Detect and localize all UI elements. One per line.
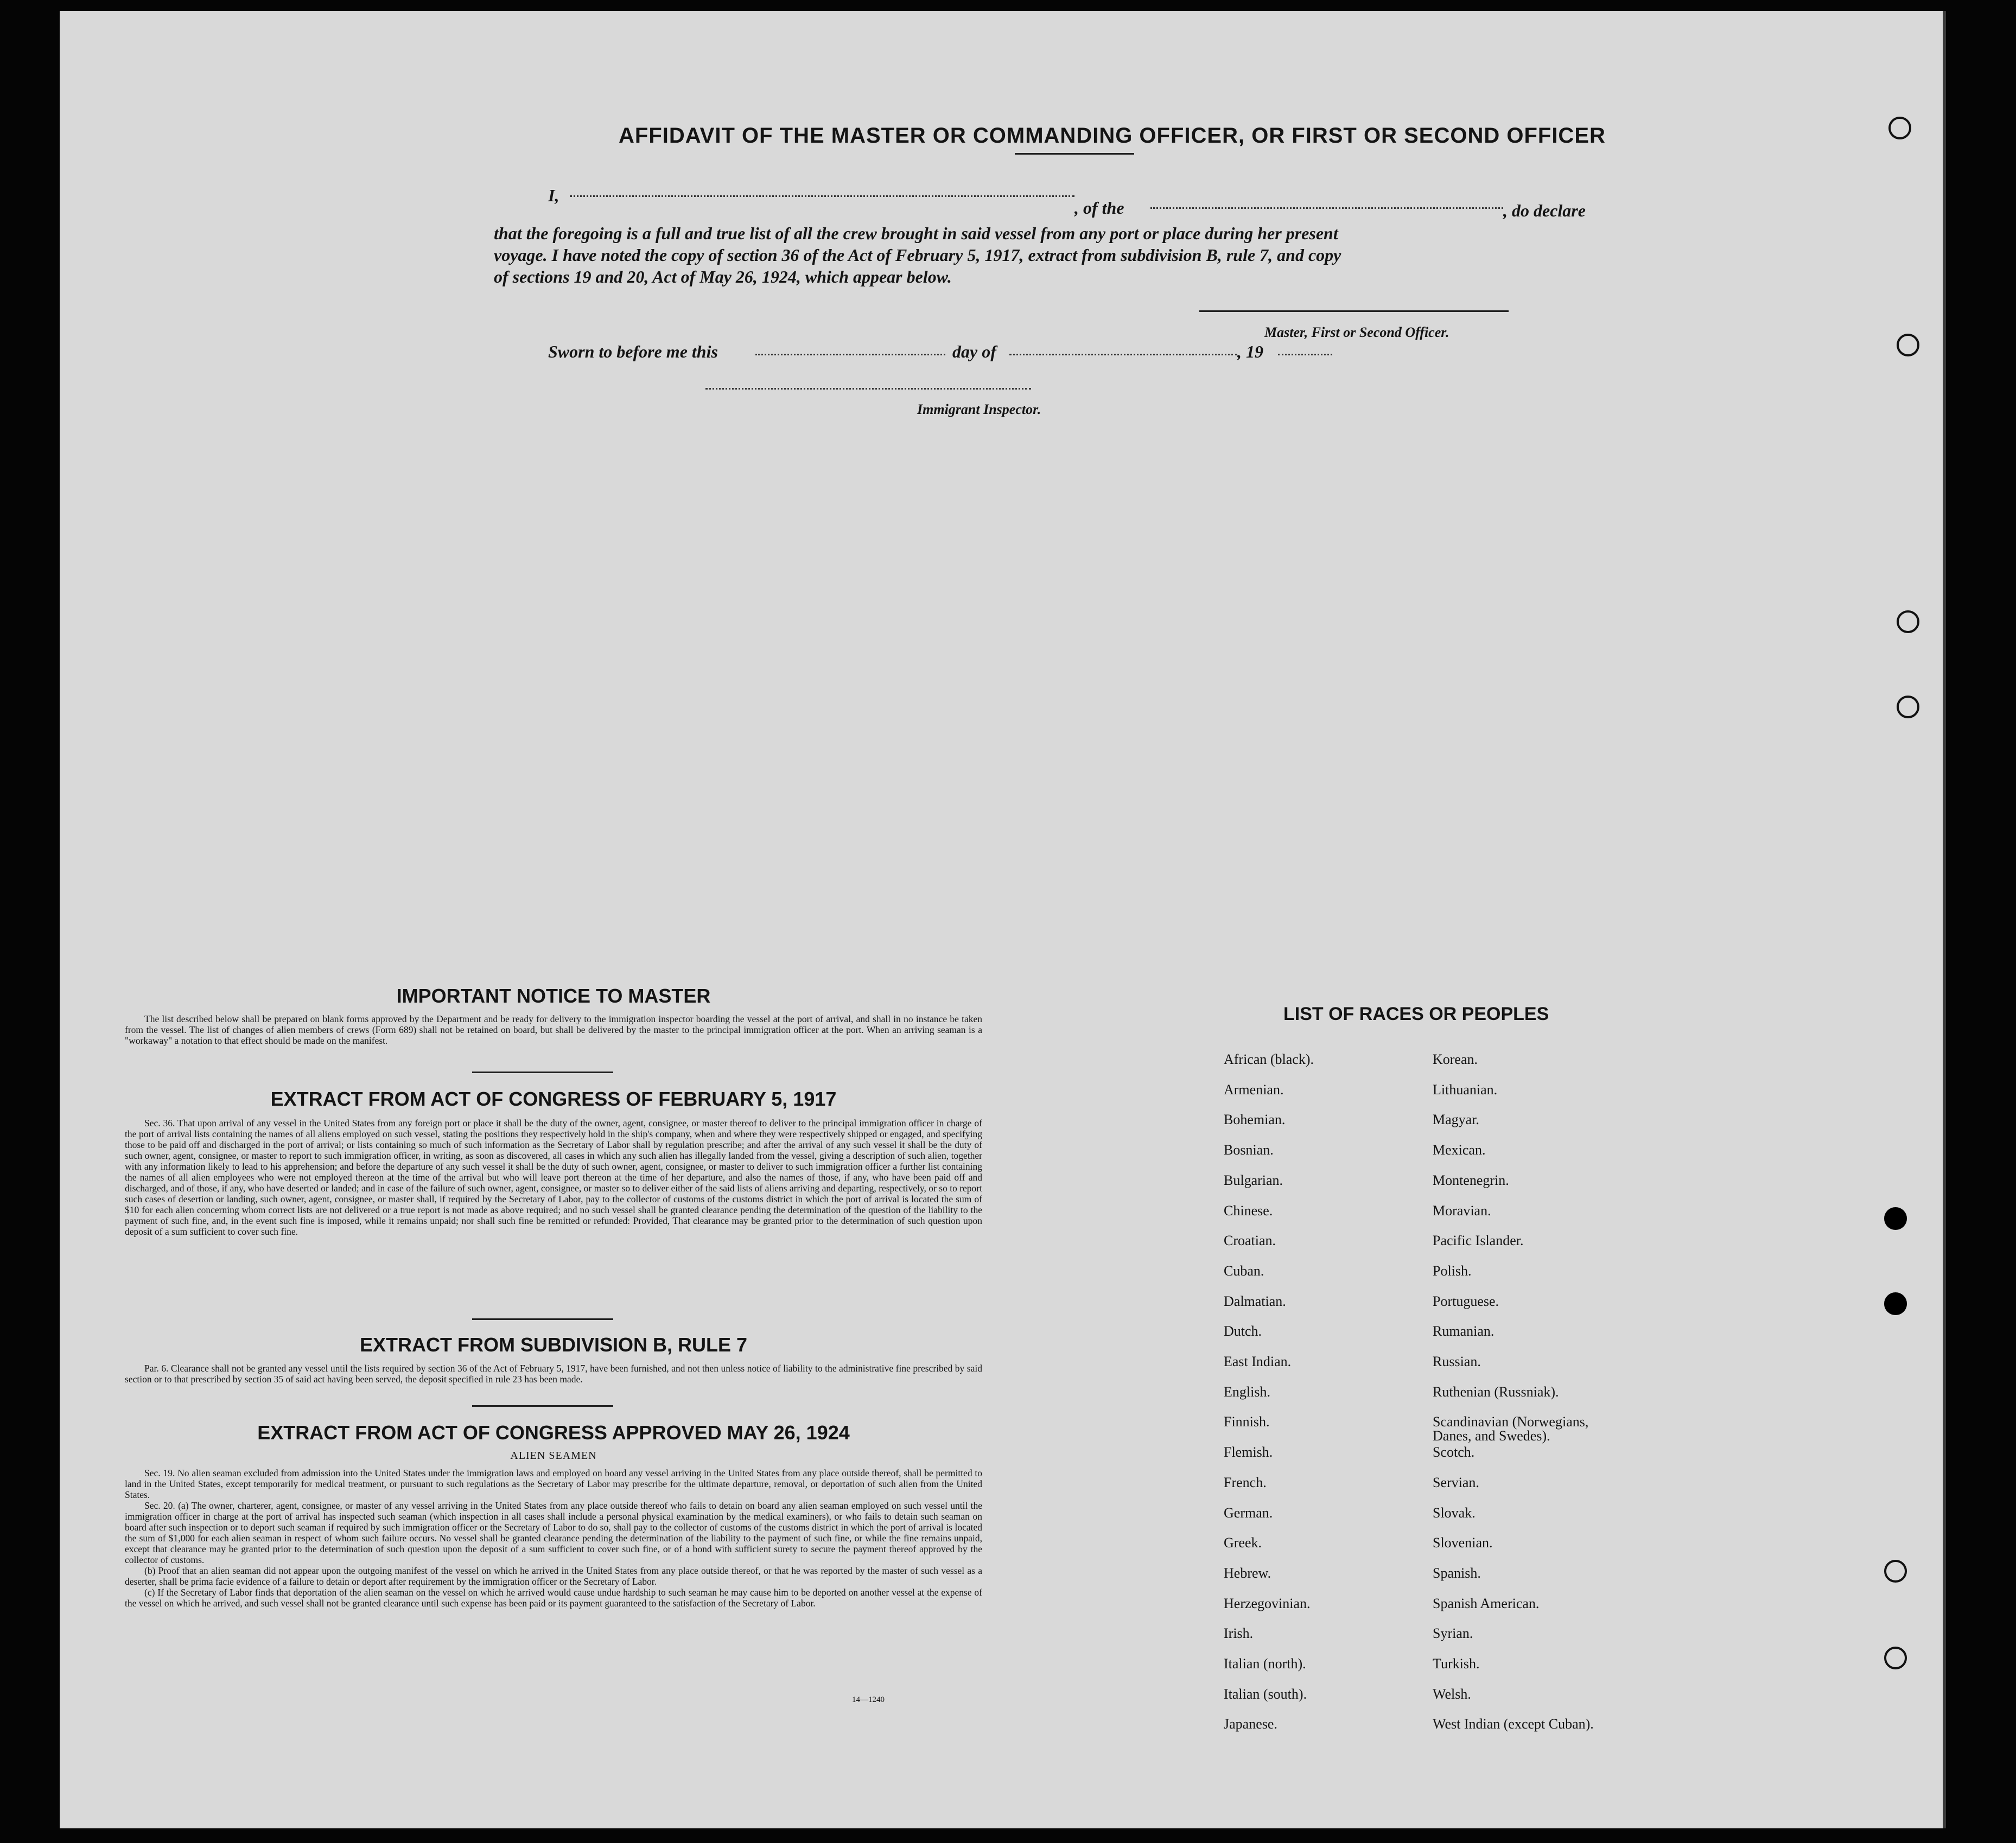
race-item: Finnish. <box>1224 1414 1270 1430</box>
race-item: Bulgarian. <box>1224 1172 1283 1188</box>
race-item: Spanish American. <box>1433 1596 1540 1611</box>
sworn-year-blank-line <box>1278 354 1332 355</box>
race-item: Dutch. <box>1224 1323 1262 1339</box>
sec-20c-paragraph: (c) If the Secretary of Labor finds that deportation of the alien seaman on the vessel on which he arrived would cause undue hardship to such seaman he may cause him to be deported on another vessel at the expense of the vessel on which he arrived, and such vessel shall not be granted clearance until such expense has been paid or its payment guaranteed to the satisfaction of the Secretary of Labor. <box>125 1587 982 1609</box>
punch-hole <box>1897 610 1919 633</box>
race-item: Pacific Islander. <box>1433 1233 1524 1248</box>
race-item: Japanese. <box>1224 1716 1277 1732</box>
race-item: Greek. <box>1224 1535 1262 1551</box>
race-item: Scotch. <box>1433 1444 1475 1460</box>
affidavit-i-label: I, <box>548 186 559 205</box>
race-item: Dalmatian. <box>1224 1293 1286 1309</box>
race-item: Scandinavian (Norwegians, <box>1433 1414 1589 1430</box>
race-item: Montenegrin. <box>1433 1172 1509 1188</box>
document-page <box>60 11 1946 1828</box>
rule7-title: EXTRACT FROM SUBDIVISION B, RULE 7 <box>359 1334 748 1356</box>
race-item: Moravian. <box>1433 1203 1491 1219</box>
punch-hole <box>1884 1292 1907 1315</box>
race-item: Italian (south). <box>1224 1686 1307 1702</box>
notice-paragraph: The list described below shall be prepared on blank forms approved by the Department and be ready for delivery to the immigration inspector boarding the vessel at the port of arrival, and shall in no instance be taken from the vessel. The list of changes of alien members of crews (Form 689) shall not be retained on board, but shall be delivered by the master to the principal immigration officer at the port. When an arriving seaman is a "workaway" a notation to that effect should be made on the manifest. <box>125 1013 982 1046</box>
race-item: Chinese. <box>1224 1203 1273 1219</box>
sec-36-paragraph: Sec. 36. That upon arrival of any vessel in the United States from any foreign port or place it shall be the duty of the owner, agent, consignee, or master thereof to deliver to the principal immigration officer in charge of the port of arrival lists containing the names of all aliens employed on such vessel, stating the positions they respectively hold in the ship's company, when and where they were respectively shipped or engaged, and specifying those to be paid off and discharged in the port of arrival; or lists containing so much of such information as the Secretary of Labor shall by regulation prescribe; and after the arrival of any such vessel it shall be the duty of such owner, agent, consignee, or master to report to such immigration officer, in writing, as soon as discovered, all cases in which any such alien has illegally landed from the vessel, giving a description of such alien, together with any information likely to lead to his apprehension; and before the departure of any such vessel it shall be the duty of such owner, agent, consignee, or master to deliver to such immigration officer a further list containing the names of all alien employees who were not employed thereon at the time of the arrival but who will leave port thereon at the time of her departure, and also the names of those, if any, who have been paid off and discharged, and of those, if any, who have deserted or landed; and in case of the failure of such owner, agent, consignee, or master so to deliver either of the said lists of aliens arriving and departing, respectively, or so to report such cases of desertion or landing, such owner, agent, consignee, or master shall, if required by the Secretary of Labor, pay to the collector of customs of the customs district in which the port of arrival is located the sum of $10 for each alien concerning whom correct lists are not delivered or a true report is not made as above required; and no such vessel shall be granted clearance pending the determination of the question of the liability to the payment of such fine, and, in the event such fine is imposed, while it remains unpaid; nor shall such fine be remitted or refunded: Provided, That clearance may be granted prior to the determination of such question upon deposit of a sum sufficient to cover such fine. <box>125 1118 982 1237</box>
punch-hole <box>1884 1207 1907 1230</box>
title-divider <box>1015 153 1134 155</box>
race-item: Welsh. <box>1433 1686 1471 1702</box>
master-signature-line <box>1199 310 1509 312</box>
affidavit-line-3: voyage. I have noted the copy of section 36 of the Act of February 5, 1917, extract from subdivision B, rule 7, and copy <box>494 245 1341 265</box>
race-item: Irish. <box>1224 1625 1254 1641</box>
race-item: Lithuanian. <box>1433 1082 1498 1098</box>
race-item: East Indian. <box>1224 1354 1292 1369</box>
race-item: Spanish. <box>1433 1565 1481 1581</box>
race-item: Slovak. <box>1433 1505 1476 1521</box>
notice-body <box>125 1013 982 1046</box>
race-item: Turkish. <box>1433 1656 1480 1672</box>
race-item: Magyar. <box>1433 1112 1479 1127</box>
race-item: Ruthenian (Russniak). <box>1433 1384 1559 1400</box>
race-item: German. <box>1224 1505 1273 1521</box>
affidavit-title: AFFIDAVIT OF THE MASTER OR COMMANDING OFFICER, OR FIRST OR SECOND OFFICER <box>619 124 1606 148</box>
race-item: West Indian (except Cuban). <box>1433 1716 1594 1732</box>
race-item: Hebrew. <box>1224 1565 1271 1581</box>
inspector-label: Immigrant Inspector. <box>917 401 1041 417</box>
race-item: Mexican. <box>1433 1142 1486 1158</box>
race-item: Bosnian. <box>1224 1142 1274 1158</box>
race-item: Russian. <box>1433 1354 1481 1369</box>
vessel-blank-line <box>1150 207 1503 209</box>
extract-1917-divider <box>472 1318 613 1320</box>
sworn-year: , 19 <box>1237 342 1263 361</box>
sworn-day-of: day of <box>952 342 996 361</box>
affidavit-do-declare: , do declare <box>1503 201 1586 220</box>
race-item: Flemish. <box>1224 1444 1273 1460</box>
race-item: Herzegovinian. <box>1224 1596 1311 1611</box>
rule7-body <box>125 1363 982 1385</box>
affidavit-line-2: that the foregoing is a full and true list of all the crew brought in said vessel from any port or place during her present <box>494 224 1338 243</box>
sec-20a-paragraph: Sec. 20. (a) The owner, charterer, agent, consignee, or master of any vessel arriving in the United States from any place outside thereof who fails to detain on board any alien seaman employed on such vessel until the immigration officer in charge at the port of arrival has inspected such seaman (which inspection in all cases shall include a personal physical examination by the medical examiners), or who fails to detain such seaman on board after such inspection or to deport such seaman if required by such immigration officer or the Secretary of Labor to do so, shall pay to the collector of customs of the customs district in which the port of arrival is located the sum of $1,000 for each alien seaman in respect of whom such failure occurs. No vessel shall be granted clearance pending the determination of the liability to the payment of such fine, or while the fine remains unpaid, except that clearance may be granted prior to the determination of such question upon the deposit of a sum sufficient to cover such fine, or of a bond with sufficient surety to secure the payment thereof approved by the collector of customs. <box>125 1500 982 1565</box>
race-item: Danes, and Swedes). <box>1433 1428 1550 1444</box>
sworn-label: Sworn to before me this <box>548 342 718 361</box>
race-item: Croatian. <box>1224 1233 1276 1248</box>
notice-title: IMPORTANT NOTICE TO MASTER <box>396 985 711 1007</box>
par-6-paragraph: Par. 6. Clearance shall not be granted any vessel until the lists required by section 36 of the Act of February 5, 1917, have been furnished, and not then unless notice of liability to the administrative fine prescribed by said section or to that prescribed by section 35 of said act having been served, the deposit specified in rule 23 has been made. <box>125 1363 982 1385</box>
punch-hole <box>1884 1647 1907 1669</box>
rule7-divider <box>472 1405 613 1407</box>
race-item: Rumanian. <box>1433 1323 1494 1339</box>
race-item: Portuguese. <box>1433 1293 1499 1309</box>
punch-hole <box>1884 1560 1907 1583</box>
race-item: Slovenian. <box>1433 1535 1493 1551</box>
inspector-signature-line <box>705 388 1031 390</box>
notice-divider <box>472 1072 613 1073</box>
race-item: Cuban. <box>1224 1263 1264 1279</box>
form-number: 14—1240 <box>852 1695 885 1704</box>
race-item: Italian (north). <box>1224 1656 1306 1672</box>
race-item: African (black). <box>1224 1051 1314 1067</box>
sec-20b-paragraph: (b) Proof that an alien seaman did not appear upon the outgoing manifest of the vessel on which he arrived in the United States from any place outside thereof, or that he was reported by the master of such vessel as a deserter, shall be prima facie evidence of a failure to detain or deport after requirement by the immigration officer or the Secretary of Labor. <box>125 1565 982 1587</box>
race-item: French. <box>1224 1475 1267 1490</box>
race-item: Korean. <box>1433 1051 1478 1067</box>
extract-1917-title: EXTRACT FROM ACT OF CONGRESS OF FEBRUARY 5, 1917 <box>270 1088 837 1110</box>
punch-hole <box>1897 696 1919 718</box>
race-item: Polish. <box>1433 1263 1472 1279</box>
extract-1924-body <box>125 1468 982 1609</box>
sworn-day-blank-line <box>755 354 945 355</box>
extract-1924-title: EXTRACT FROM ACT OF CONGRESS APPROVED MAY 26, 1924 <box>257 1421 850 1444</box>
race-item: Syrian. <box>1433 1625 1473 1641</box>
affidavit-of-the: , of the <box>1074 198 1124 218</box>
sworn-month-blank-line <box>1009 354 1237 355</box>
master-signature-label: Master, First or Second Officer. <box>1264 324 1449 340</box>
race-item: English. <box>1224 1384 1270 1400</box>
race-item: Servian. <box>1433 1475 1479 1490</box>
name-blank-line <box>570 195 1074 197</box>
races-title: LIST OF RACES OR PEOPLES <box>1283 1004 1549 1024</box>
extract-1917-body <box>125 1118 982 1237</box>
race-item: Armenian. <box>1224 1082 1284 1098</box>
punch-hole <box>1897 334 1919 356</box>
alien-seamen-subtitle: ALIEN SEAMEN <box>510 1450 597 1462</box>
affidavit-line-4: of sections 19 and 20, Act of May 26, 1924, which appear below. <box>494 267 952 286</box>
punch-hole <box>1888 117 1911 139</box>
sec-19-paragraph: Sec. 19. No alien seaman excluded from admission into the United States under the immigration laws and employed on board any vessel arriving in the United States from any place outside thereof, shall be permitted to land in the United States, except temporarily for medical treatment, or pursuant to such regulations as the Secretary of Labor may prescribe for the ultimate departure, removal, or deportation of such alien from the United States. <box>125 1468 982 1500</box>
race-item: Bohemian. <box>1224 1112 1286 1127</box>
